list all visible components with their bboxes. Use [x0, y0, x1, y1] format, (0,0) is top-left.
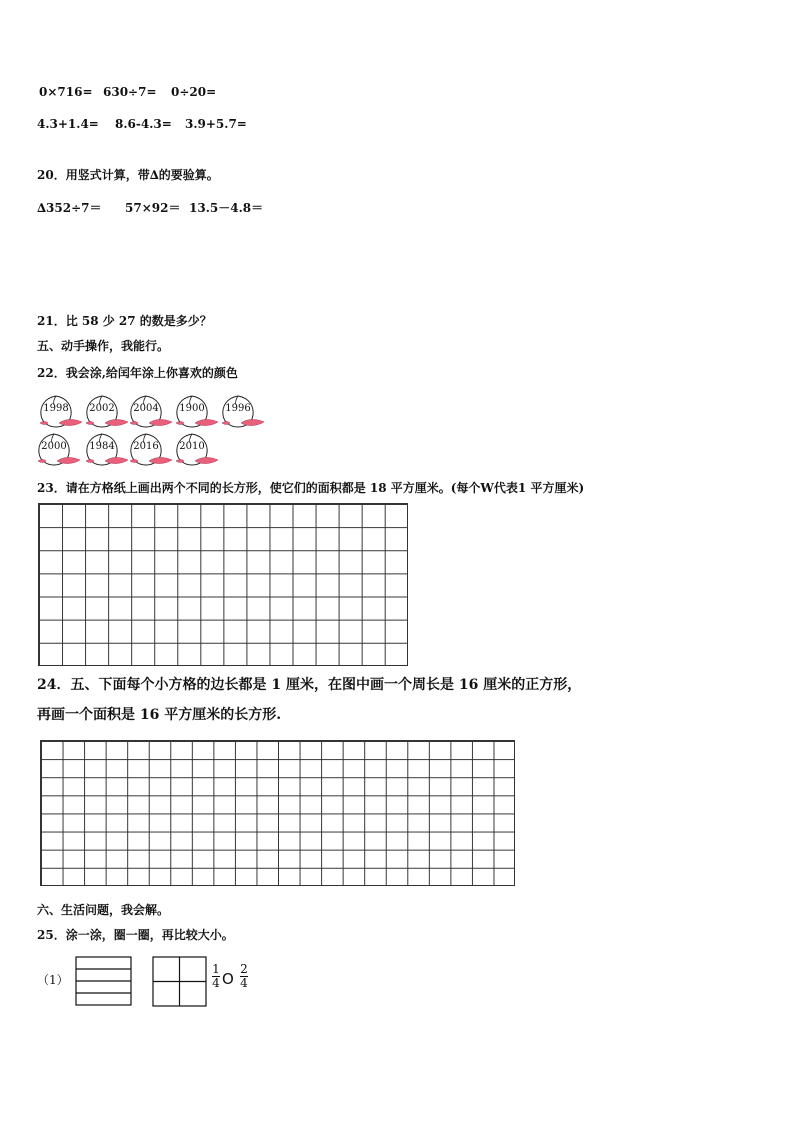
- fraction-figure-quadrants[interactable]: [152, 956, 208, 1008]
- q20-item: 57×92＝: [125, 201, 181, 215]
- peach-year-item[interactable]: [129, 393, 171, 427]
- q23-grid-paper[interactable]: [38, 503, 408, 666]
- peach-year-item[interactable]: [175, 393, 217, 427]
- q24-grid-paper[interactable]: [40, 740, 515, 886]
- compare-circle[interactable]: O: [222, 970, 234, 988]
- q20-title: 20．用竖式计算，带∆的要验算。: [37, 168, 219, 182]
- q19-item: 4.3+1.4=: [37, 117, 99, 131]
- peach-year-label: 2016: [133, 441, 159, 452]
- peach-year-label: 2002: [89, 403, 115, 414]
- section6-title: 六、生活问题，我会解。: [37, 903, 170, 917]
- peach-year-label: 2000: [41, 441, 67, 452]
- q19-item: 8.6-4.3=: [115, 117, 172, 131]
- q19-row2: [37, 116, 247, 132]
- q23-title: 23．请在方格纸上画出两个不同的长方形，使它们的面积都是 18 平方厘米。(每个W代表1 平方厘米): [37, 481, 585, 495]
- q19-item: 3.9+5.7=: [185, 117, 247, 131]
- numerator: 2: [240, 962, 248, 976]
- peach-year-item[interactable]: [129, 431, 171, 465]
- fraction-two-quarters: [239, 963, 249, 990]
- q20-item: ∆352÷7＝: [37, 201, 102, 215]
- q24-line2: 再画一个面积是 16 平方厘米的长方形.: [37, 707, 282, 723]
- peach-year-item[interactable]: [37, 431, 79, 465]
- denominator: 4: [212, 976, 220, 990]
- q25-title: 25．涂一涂，圈一圈，再比较大小。: [37, 928, 234, 942]
- peach-year-item[interactable]: [221, 393, 263, 427]
- peach-year-item[interactable]: [85, 431, 127, 465]
- numerator: 1: [212, 962, 220, 976]
- q24-line1: 24．五、下面每个小方格的边长都是 1 厘米，在图中画一个周长是 16 厘米的正方形，: [37, 677, 582, 693]
- q19-row1: [39, 84, 216, 100]
- peach-year-label: 1996: [225, 403, 251, 414]
- q19-item: 630÷7=: [103, 85, 157, 99]
- section5-title: 五、动手操作，我能行。: [37, 339, 170, 353]
- q22-title: 22．我会涂,给闰年涂上你喜欢的颜色: [37, 366, 238, 380]
- peach-year-label: 2010: [179, 441, 205, 452]
- q21-title: 21．比 58 少 27 的数是多少？: [37, 314, 212, 328]
- peach-year-label: 2004: [133, 403, 159, 414]
- fraction-figure-strips[interactable]: [75, 956, 133, 1008]
- q25-part-label: （1）: [37, 973, 69, 987]
- q19-item: 0÷20=: [171, 85, 217, 99]
- peach-year-item[interactable]: [175, 431, 217, 465]
- q20-item: 13.5－4.8＝: [189, 201, 264, 215]
- denominator: 4: [240, 976, 248, 990]
- peach-year-item[interactable]: [85, 393, 127, 427]
- q20-items: [37, 200, 263, 216]
- q19-item: 0×716=: [39, 85, 93, 99]
- peach-year-label: 1900: [179, 403, 205, 414]
- fraction-one-quarter: [211, 963, 221, 990]
- peach-year-item[interactable]: [39, 393, 81, 427]
- peach-year-label: 1984: [89, 441, 115, 452]
- peach-year-label: 1998: [43, 403, 69, 414]
